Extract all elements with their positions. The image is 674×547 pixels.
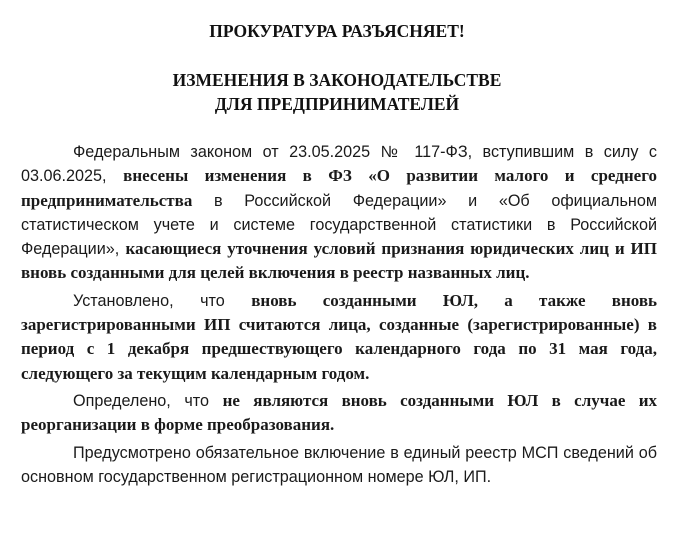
paragraph-registry	[21, 441, 657, 490]
text-span: Предусмотрено обязательное включение в единый реестр МСП сведений об основном государственном регистрационном номере ЮЛ, ИП.	[21, 443, 657, 486]
text-span: Определено, что	[73, 391, 223, 410]
paragraph-law-changes	[21, 140, 657, 286]
document-body	[21, 140, 657, 492]
subtitle	[0, 68, 674, 116]
bold-span: не являются вновь созданными ЮЛ в случае их реорганизации в форме преобразования.	[21, 390, 657, 435]
bold-span: касающиеся уточнения условий признания юридических лиц и ИП вновь созданными для целей включения в реестр названных лиц.	[21, 239, 658, 283]
text-span: в Российской Федерации» и «Об официальном статистическом учете и системе государственной статистики в Российской Федерации»,	[21, 191, 657, 259]
subtitle-line-2: ДЛЯ ПРЕДПРИНИМАТЕЛЕЙ	[214, 94, 460, 114]
paragraph-new-entities	[21, 289, 657, 386]
text-span: Федеральным законом от 23.05.2025 № 117-ФЗ, вступившим в силу с 03.06.2025,	[21, 143, 657, 186]
text-span: Установлено, что	[73, 291, 252, 310]
subtitle-line-1: ИЗМЕНЕНИЯ В ЗАКОНОДАТЕЛЬСТВЕ	[172, 70, 502, 90]
bold-span: вновь созданными ЮЛ, а также вновь зарегистрированными ИП считаются лица, созданные (зарегистрированные) в период с 1 декабря предшествующего календарного года по 31 мая года, следующего за текущим календарным годом.	[21, 290, 657, 383]
bold-span: внесены изменения в ФЗ «О развитии малого и среднего предпринимательства	[21, 166, 657, 210]
paragraph-reorganization	[21, 389, 657, 438]
page-title: ПРОКУРАТУРА РАЗЪЯСНЯЕТ!	[209, 21, 465, 41]
